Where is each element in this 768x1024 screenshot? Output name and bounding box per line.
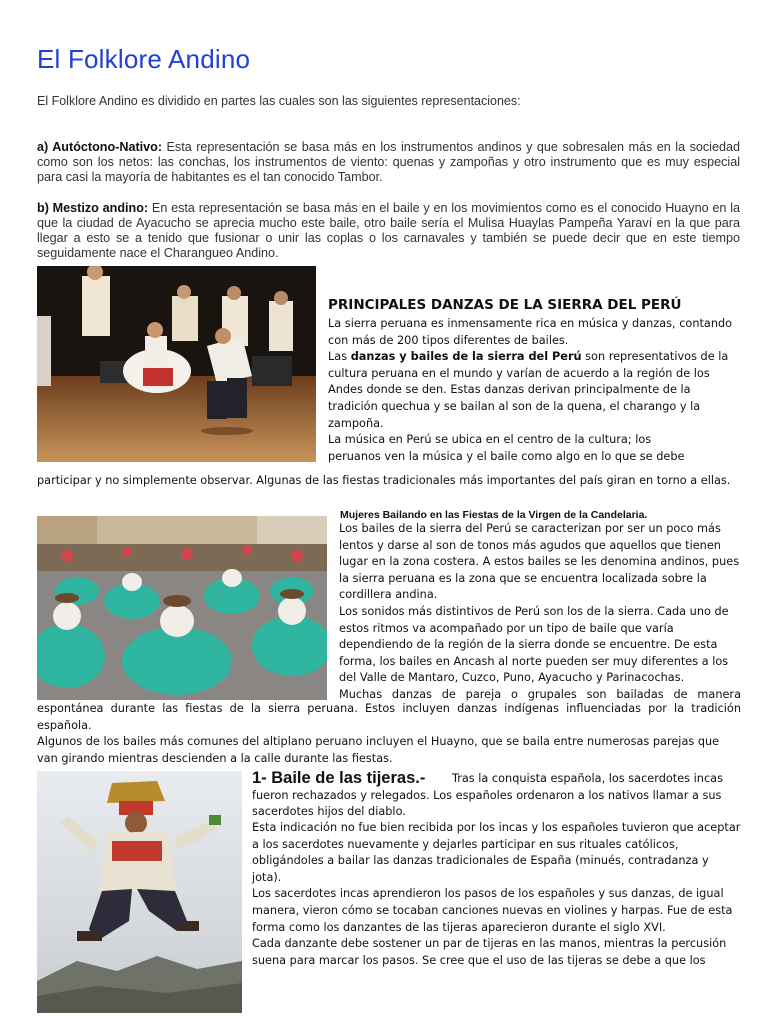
section-autoctono-text: Esta representación se basa más en los instrumentos andinos y que sobresalen más en la sociedad como son los netos: las conchas, los instrumentos de viento: quenas y zampoñas y otro instrumento que es muy especial para casi la mayoría de habitantes es el tan conocido Tambor.: [37, 140, 740, 184]
candelaria-paragraph-1: Los bailes de la sierra del Perú se caracterizan por ser un poco más lentos y darse al son de tonos más agudos que aquellos que tienen lugar en la zona costera. A estos bailes se les denomina andinos, pues la sierra peruana es la zona que se encuentra localizada sobre la cordillera andina.: [339, 522, 740, 602]
section-mestizo-text: En esta representación se basa más en el baile y en los movimientos como es el conocido Huayno en la que la ciudad de Ayacucho se aprecia mucho este baile, otro baile sería el Mulisa Huaylas Pampeña Yaraví en la que para llegar a esto se a tenido que fusionar o unir las coplas o los carnavales y también se puede decir que en este tiempo seguidamente nace el Charangueo Andino.: [37, 201, 740, 260]
section-autoctono-label: a) Autóctono-Nativo:: [37, 140, 163, 154]
section-mestizo-label: b) Mestizo andino:: [37, 201, 149, 215]
danzas-paragraph-3a: La música en Perú se ubica en el centro de la cultura; los: [328, 433, 652, 447]
danzas-paragraph-2: [328, 349, 741, 432]
intro-text: El Folklore Andino es dividido en partes las cuales son las siguientes representaciones:: [37, 94, 521, 108]
tijeras-heading: 1- Baile de las tijeras.-: [252, 769, 426, 787]
candelaria-dancers-photo: [37, 516, 327, 700]
danzas-p2-pre: Las: [328, 350, 351, 364]
stage-dancers-photo: [37, 266, 316, 462]
danzas-paragraph-1: La sierra peruana es inmensamente rica en música y danzas, contando con más de 200 tipos diferentes de bailes.: [328, 317, 733, 347]
danzas-text-block: [328, 316, 741, 465]
page-title: El Folklore Andino: [37, 44, 251, 74]
candelaria-paragraph-4: Algunos de los bailes más comunes del altiplano peruano incluyen el Huayno, que se baila entre numerosas parejas que van girando mientras descienden a la calle durante las fiestas.: [37, 735, 720, 765]
danzas-paragraph-3b: peruanos ven la música y el baile como algo en lo que se debe: [328, 449, 685, 463]
tijeras-paragraph-2: Esta indicación no fue bien recibida por los incas y los españoles tuvieron que aceptar a los sacerdotes nuevamente y dejarles participar en sus rituales católicos, obligándoles a bailar las danzas tradicionales de España (minués, contradanza y jota).: [252, 821, 741, 884]
candelaria-caption: Mujeres Bailando en las Fiestas de la Virgen de la Candelaria.: [340, 509, 648, 521]
danzas-heading: PRINCIPALES DANZAS DE LA SIERRA DEL PERÚ: [328, 297, 682, 313]
section-autoctono: [37, 140, 740, 185]
candelaria-text-block: [339, 521, 741, 704]
candelaria-paragraph-3a: Muchas danzas de pareja o grupales son bailadas de manera: [339, 687, 741, 701]
candelaria-paragraph-3b: espontánea durante las fiestas de la sierra peruana. Estos incluyen danzas indígenas influenciadas por la tradición española.: [37, 702, 741, 732]
danzas-p2-post: son representativos de la cultura peruana en el mundo y varían de acuerdo a la región de los Andes donde se den. Estas danzas derivan principalmente de la tradición quechua y se bailan al son de la quena, el charango y la zampoña.: [328, 350, 729, 430]
danzas-p2-bold: danzas y bailes de la sierra del Perú: [350, 350, 582, 364]
danzas-paragraph-3c: participar y no simplemente observar. Algunas de las fiestas tradicionales más importantes del país giran en torno a ellas.: [37, 474, 731, 487]
candelaria-paragraph-2: Los sonidos más distintivos de Perú son los de la sierra. Cada uno de estos ritmos va acompañado por un tipo de baile que varía dependiendo de la región de la sierra donde se encuentre. De esta forma, los bailes en Ancash al norte pueden ser muy diferentes a los del Valle de Mantaro, Cuzco, Puno, Ayacucho y Parinacochas.: [339, 604, 729, 685]
scissors-dancer-photo: [37, 771, 242, 1013]
tijeras-paragraph-4: Cada danzante debe sostener un par de tijeras en las manos, mientras la percusión suena para marcar los pasos. Se cree que el uso de las tijeras se debe a que los: [252, 937, 727, 967]
tijeras-text-block: [252, 820, 741, 969]
section-mestizo: [37, 201, 740, 261]
tijeras-paragraph-3: Los sacerdotes incas aprendieron los pasos de los españoles y sus danzas, de igual manera, vieron cómo se tocaban canciones nuevas en violines y harpas. Fue de esta forma como los danzantes de las tijeras aparecieron durante el siglo XVI.: [252, 887, 733, 934]
tijeras-paragraph-1: Tras la conquista española, los sacerdotes incas fueron rechazados y relegados. Los españoles ordenaron a los nativos llamar a sus sacerdotes hijos del diablo.: [252, 772, 723, 819]
